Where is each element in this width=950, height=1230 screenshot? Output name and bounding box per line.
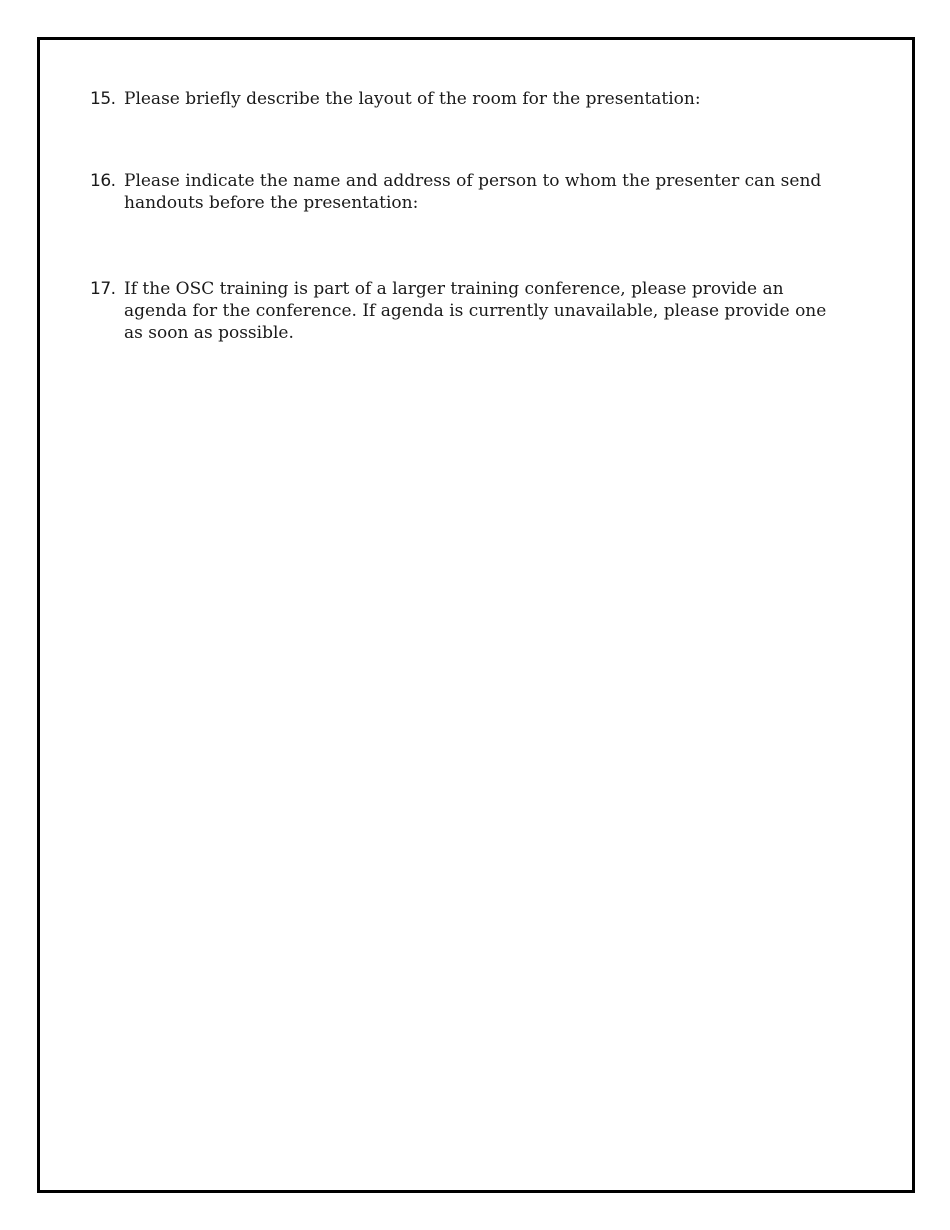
question-text: Please briefly describe the layout of the room for the presentation:: [124, 89, 701, 109]
question-text: Please indicate the name and address of person to whom the presenter can send handouts before the presentation:: [124, 171, 822, 213]
question-text: If the OSC training is part of a larger training conference, please provide an agenda for the conference. If agenda is currently unavailable, please provide one as soon as possible.: [124, 279, 827, 343]
question-15: [90, 88, 860, 110]
question-number: 17.: [90, 279, 116, 299]
question-number: 16.: [90, 171, 116, 191]
question-16: [90, 170, 860, 214]
form-page-border: [37, 37, 915, 1193]
question-number: 15.: [90, 89, 116, 109]
question-17: [90, 278, 860, 344]
